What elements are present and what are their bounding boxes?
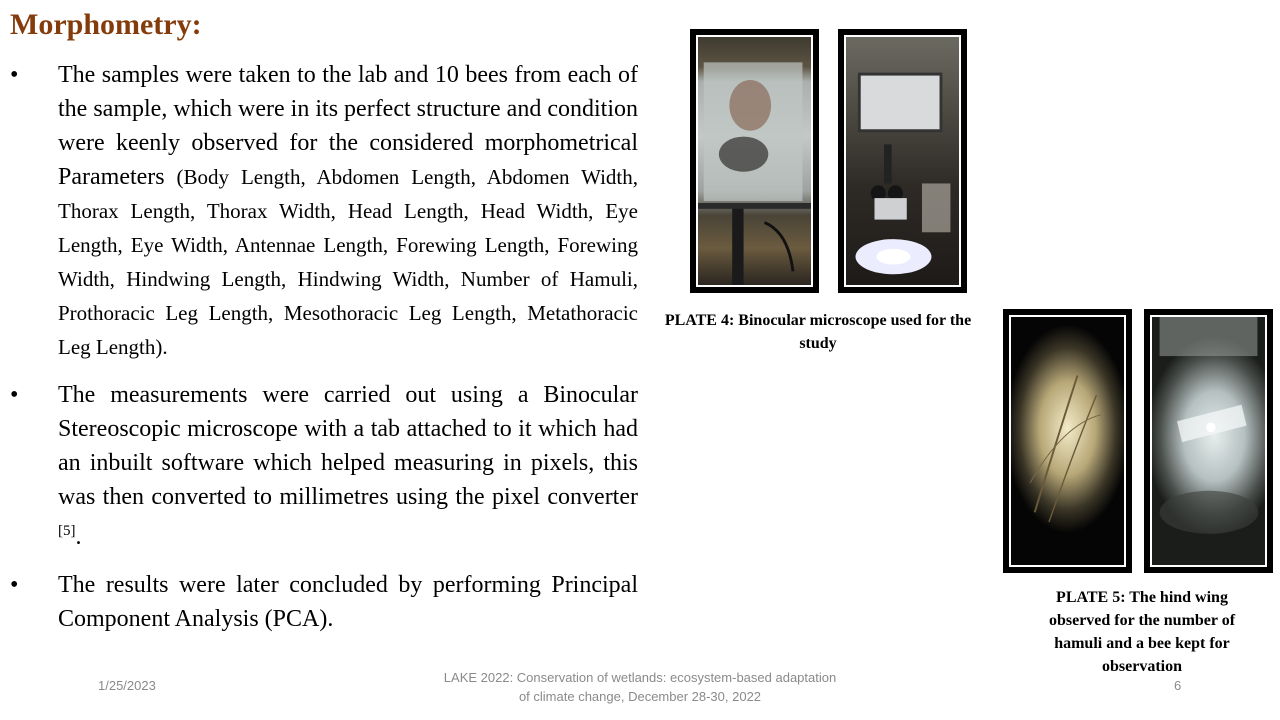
bullet-end-text: . xyxy=(75,524,82,550)
wing-photo-illustration xyxy=(1011,317,1124,565)
hind-wing-photo xyxy=(1003,309,1132,573)
bullet-main-text: The results were later concluded by performing Principal Component Analysis (PCA). xyxy=(58,572,638,632)
parameter-list: (Body Length, Abdomen Length, Abdomen Width, Thorax Length, Thorax Width, Head Length, Head Width, Eye Length, Eye Width, Antennae Length, Forewing Length, Forewing Width, Hindwing Length, Hindwing Width, Number of Hamuli, Prothoracic Leg Length, Mesothoracic Leg Length, Metathoracic Leg Length). xyxy=(58,165,638,359)
bee-observation-photo xyxy=(1144,309,1273,573)
bullet-list xyxy=(0,58,640,650)
microscope-setup-photo xyxy=(838,29,967,293)
microscope-tablet-photo xyxy=(690,29,819,293)
bullet-text xyxy=(58,378,638,554)
microscope-photo-illustration xyxy=(698,37,811,285)
plate4-caption: PLATE 4: Binocular microscope used for the study xyxy=(664,312,972,352)
plate5-caption: PLATE 5: The hind wing observed for the number of hamuli and a bee kept for observation xyxy=(1048,589,1236,675)
bullet-item xyxy=(0,378,640,554)
footer-conference: LAKE 2022: Conservation of wetlands: ecosystem-based adaptation of climate change, December 28-30, 2022 xyxy=(443,670,837,704)
bullet-text xyxy=(58,58,638,364)
reference-marker: [5] xyxy=(58,523,76,539)
bullet-text xyxy=(58,568,638,636)
footer-date: 1/25/2023 xyxy=(98,678,156,693)
microscope-photo-illustration xyxy=(846,37,959,285)
bullet-icon: • xyxy=(10,572,19,598)
bee-photo-illustration xyxy=(1152,317,1265,565)
bullet-main-text: The samples were taken to the lab and 10 bees from each of the sample, which were in its perfect structure and condition were keenly observed for the considered morphometrical Parameters xyxy=(58,62,638,190)
bullet-icon: • xyxy=(10,62,19,88)
bullet-icon: • xyxy=(10,382,19,408)
slide-title: Morphometry: xyxy=(10,8,202,41)
bullet-item xyxy=(0,568,640,636)
bullet-main-text: The measurements were carried out using a Binocular Stereoscopic microscope with a tab attached to it which had an inbuilt software which helped measuring in pixels, this was then converted to millimetres using the pixel converter xyxy=(58,382,638,510)
footer-page-number: 6 xyxy=(1174,678,1182,693)
bullet-item xyxy=(0,58,640,364)
